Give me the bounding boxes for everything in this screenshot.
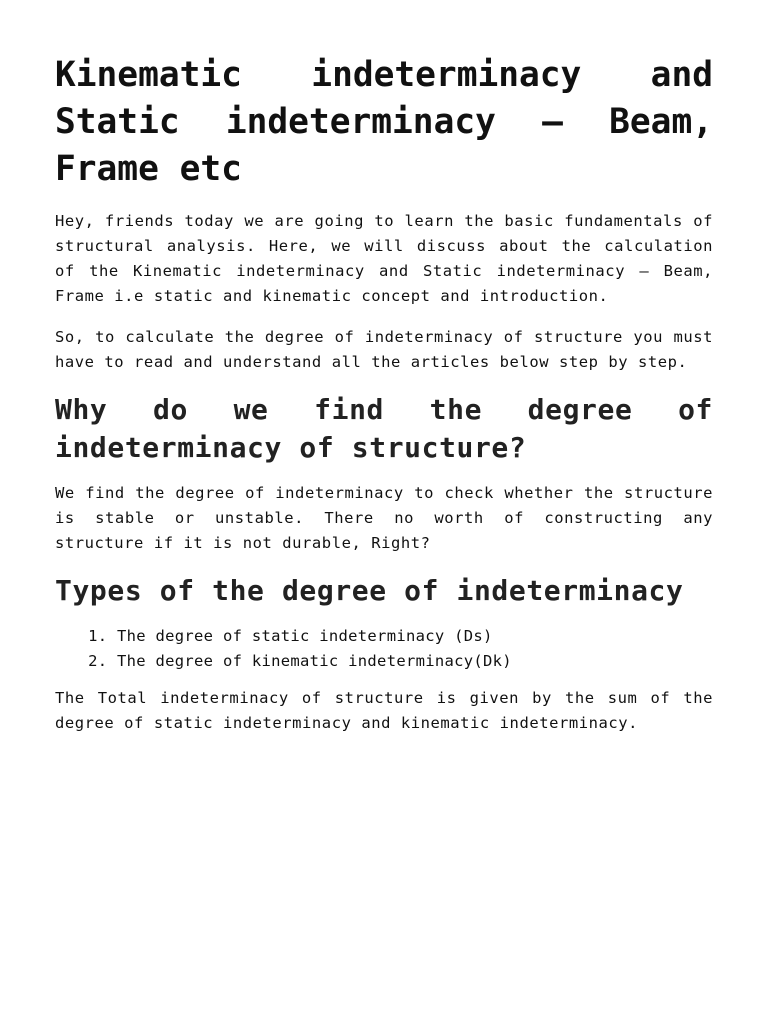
section-heading-types: Types of the degree of indeterminacy (55, 574, 684, 607)
section-heading-why: Why do we find the degree of indeterminacy of structure? (55, 393, 713, 464)
section-paragraph-types: The Total indeterminacy of structure is given by the sum of the degree of static indeterminacy and kinematic indeterminacy. (55, 689, 713, 732)
second-paragraph: So, to calculate the degree of indeterminacy of structure you must have to read and understand all the articles below step by step. (55, 328, 713, 371)
list-item: 1. The degree of static indeterminacy (Ds) (117, 624, 713, 649)
list-item: 2. The degree of kinematic indeterminacy(Dk) (117, 649, 713, 674)
article (55, 52, 713, 752)
page-title: Kinematic indeterminacy and Static indeterminacy – Beam, Frame etc (55, 55, 713, 189)
intro-paragraph: Hey, friends today we are going to learn the basic fundamentals of structural analysis. Here, we will discuss about the calculation of the Kinematic indeterminacy and Static indeterminacy – Beam, Frame i.e static and kinematic concept and introduction. (55, 212, 713, 305)
indeterminacy-types-list (55, 624, 713, 674)
section-paragraph-why: We find the degree of indeterminacy to check whether the structure is stable or unstable. There no worth of constructing any structure if it is not durable, Right? (55, 484, 713, 552)
